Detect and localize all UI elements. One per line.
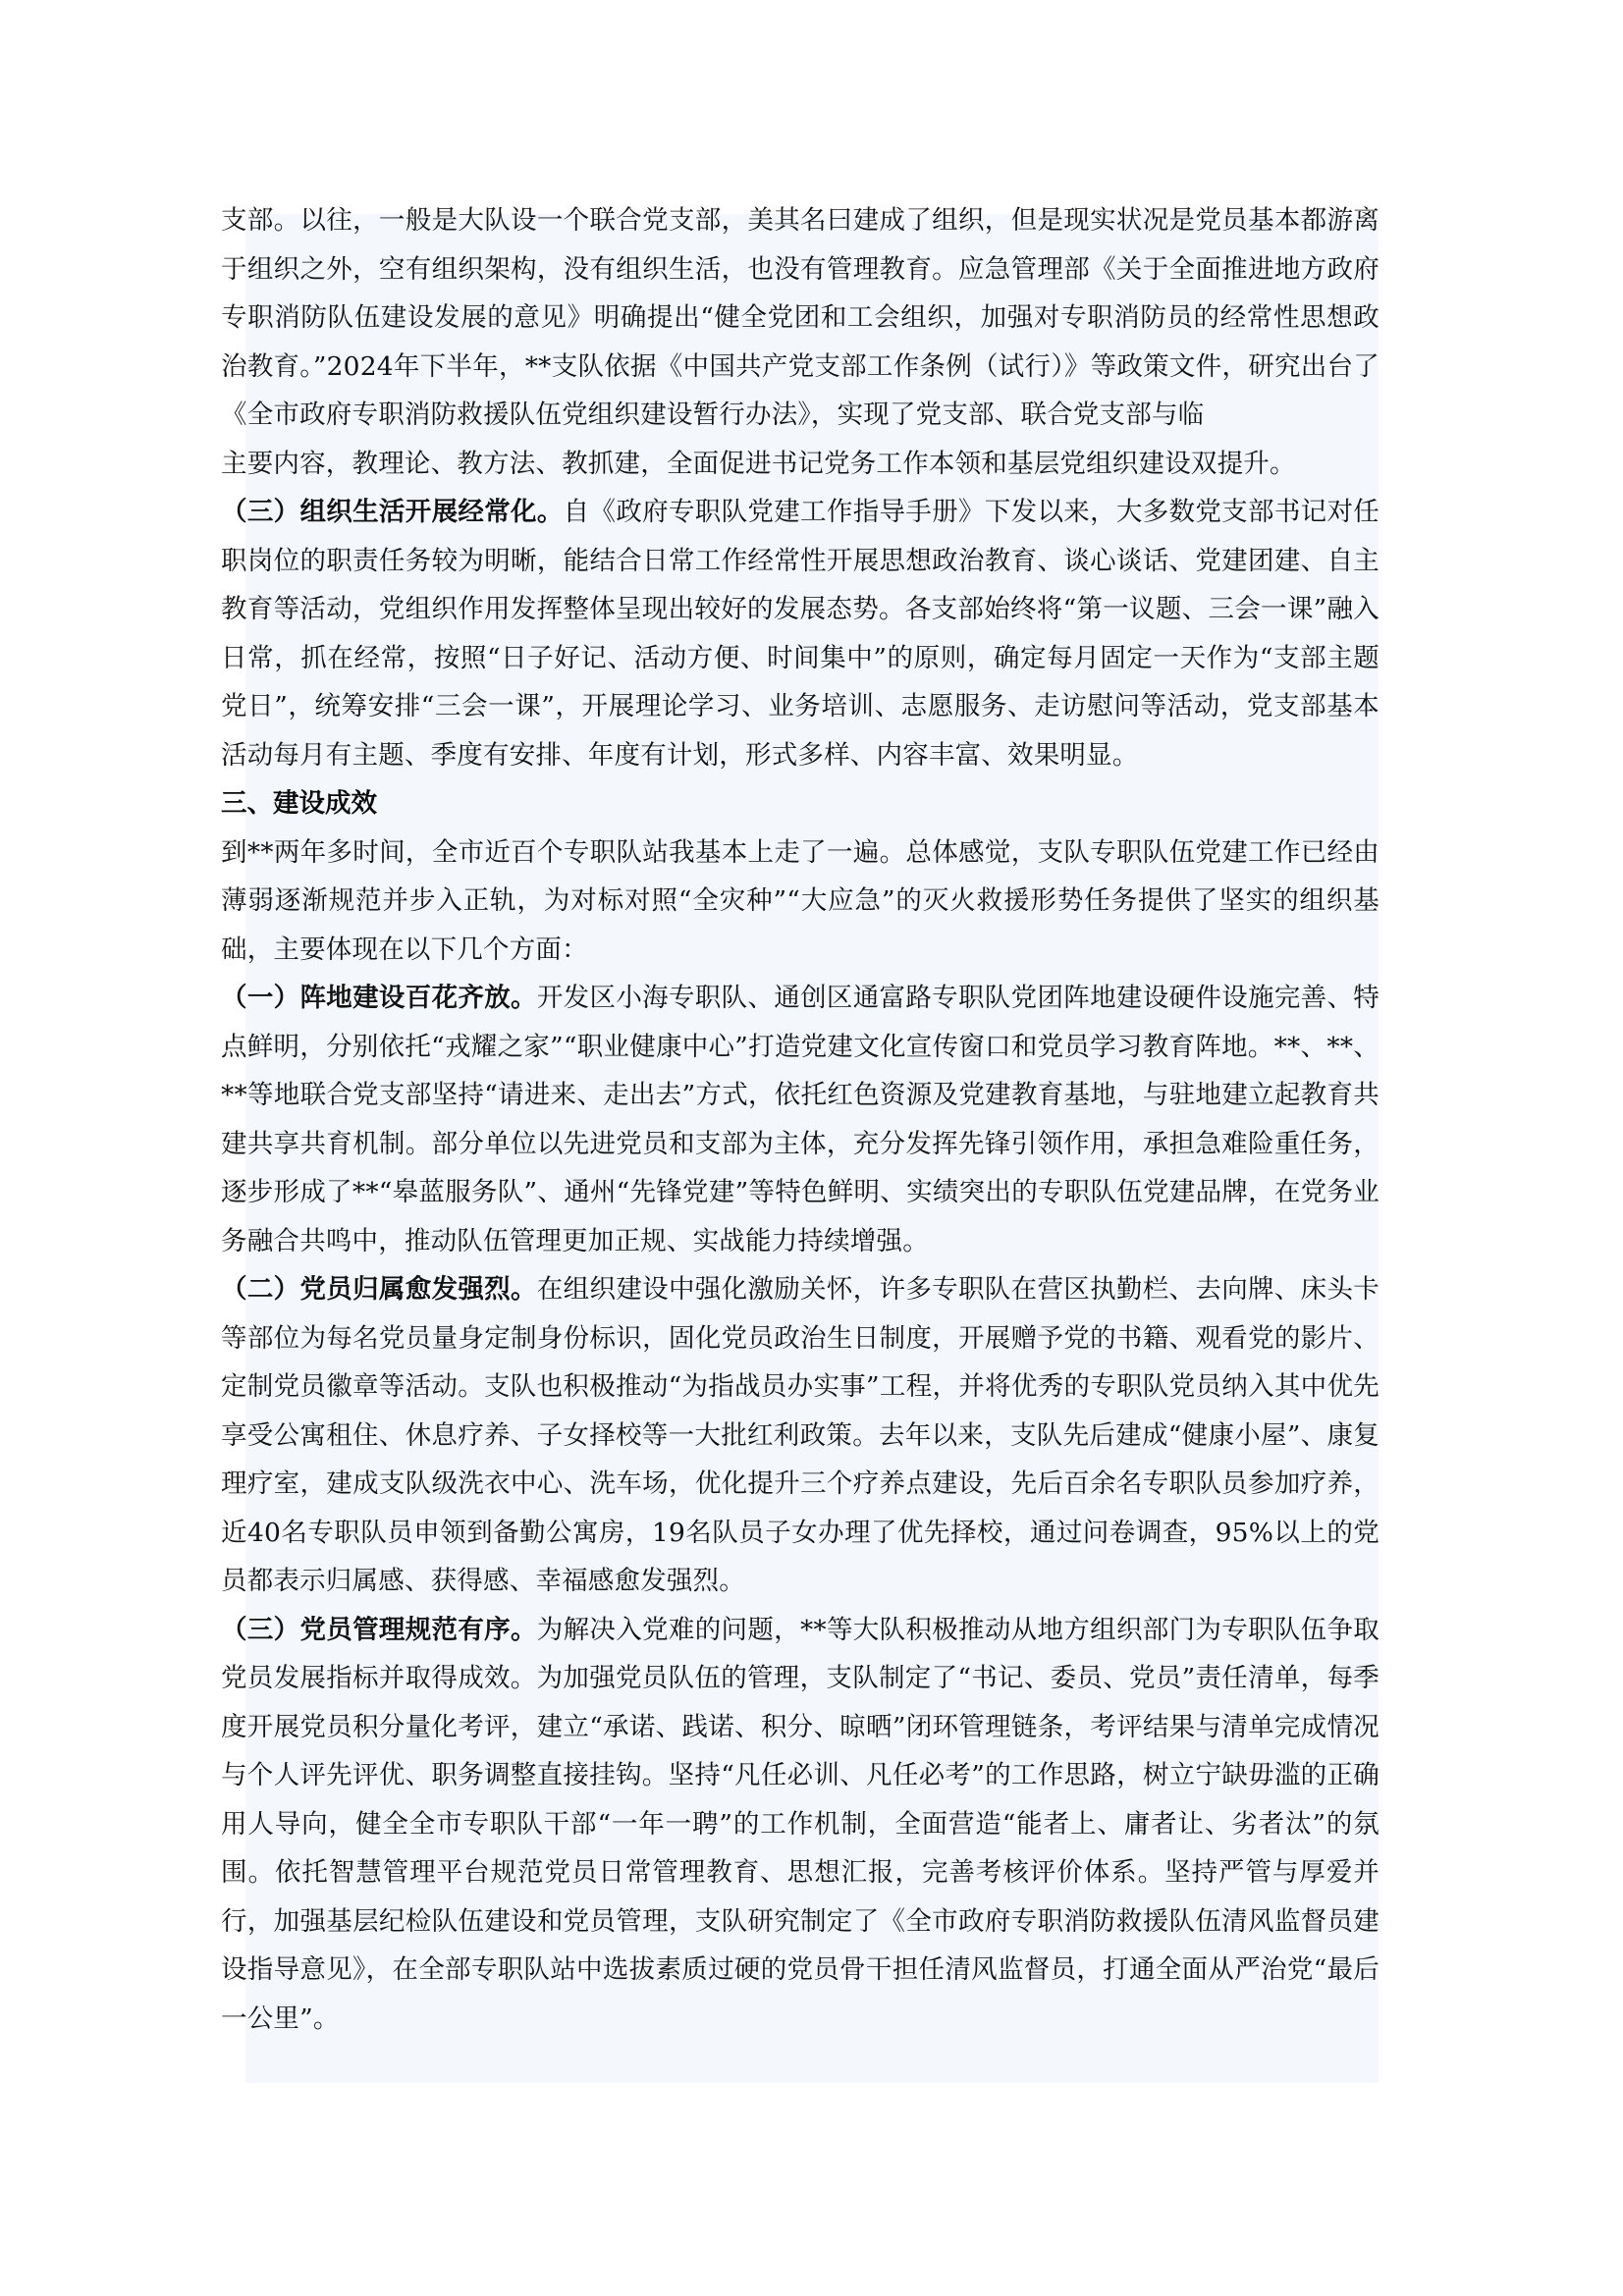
section-heading-3-text: 三、建设成效: [221, 788, 377, 819]
paragraph-5: [221, 974, 1380, 1265]
paragraph-6-bold-lead: （二）党员归属愈发强烈。: [221, 1274, 537, 1305]
section-heading-3: [221, 779, 1380, 828]
paragraph-5-text: 开发区小海专职队、通创区通富路专职队党团阵地建设硬件设施完善、特点鲜明，分别依托“戎耀之家”“职业健康中心”打造党建文化宣传窗口和党员学习教育阵地。**、**、**等地联合党支部坚持“请进来、走出去”方式，依托红色资源及党建教育基地，与驻地建立起教育共建共享共育机制。部分单位以先进党员和支部为主体，充分发挥先锋引领作用，承担急难险重任务，逐步形成了**“皋蓝服务队”、通州“先锋党建”等特色鲜明、实绩突出的专职队伍党建品牌，在党务业务融合共鸣中，推动队伍管理更加正规、实战能力持续增强。: [221, 983, 1380, 1256]
paragraph-7-text: 为解决入党难的问题，**等大队积极推动从地方组织部门为专职队伍争取党员发展指标并取得成效。为加强党员队伍的管理，支队制定了“书记、委员、党员”责任清单，每季度开展党员积分量化考评，建立“承诺、践诺、积分、晾晒”闭环管理链条，考评结果与清单完成情况与个人评先评优、职务调整直接挂钩。坚持“凡任必训、凡任必考”的工作思路，树立宁缺毋滥的正确用人导向，健全全市专职队干部“一年一聘”的工作机制，全面营造“能者上、庸者让、劣者汰”的氛围。依托智慧管理平台规范党员日常管理教育、思想汇报，完善考核评价体系。坚持严管与厚爱并行，加强基层纪检队伍建设和党员管理，支队研究制定了《全市政府专职消防救援队伍清风监督员建设指导意见》，在全部专职队站中选拔素质过硬的党员骨干担任清风监督员，打通全面从严治党“最后一公里”。: [221, 1614, 1380, 2034]
paragraph-3-bold-lead: （三）组织生活开展经常化。: [221, 497, 564, 527]
paragraph-7: [221, 1606, 1380, 2044]
document-text-body: [221, 196, 1380, 2043]
paragraph-5-bold-lead: （一）阵地建设百花齐放。: [221, 983, 537, 1013]
paragraph-3: [221, 488, 1380, 779]
paragraph-2-text: 主要内容，教理论、教方法、教抓建，全面促进书记党务工作本领和基层党组织建设双提升。: [221, 448, 1296, 479]
paragraph-6-text: 在组织建设中强化激励关怀，许多专职队在营区执勤栏、去向牌、床头卡等部位为每名党员量身定制身份标识，固化党员政治生日制度，开展赠予党的书籍、观看党的影片、定制党员徽章等活动。支队也积极推动“为指战员办实事”工程，并将优秀的专职队党员纳入其中优先享受公寓租住、休息疗养、子女择校等一大批红利政策。去年以来，支队先后建成“健康小屋”、康复理疗室，建成支队级洗衣中心、洗车场，优化提升三个疗养点建设，先后百余名专职队员参加疗养，近40名专职队员申领到备勤公寓房，19名队员子女办理了优先择校，通过问卷调查，95%以上的党员都表示归属感、获得感、幸福感愈发强烈。: [221, 1274, 1380, 1596]
paragraph-4-text: 到**两年多时间，全市近百个专职队站我基本上走了一遍。总体感觉，支队专职队伍党建工作已经由薄弱逐渐规范并步入正轨，为对标对照“全灾种”“大应急”的灭火救援形势任务提供了坚实的组织基础，主要体现在以下几个方面：: [221, 836, 1380, 965]
paragraph-4: [221, 828, 1380, 975]
paragraph-3-text: 自《政府专职队党建工作指导手册》下发以来，大多数党支部书记对任职岗位的职责任务较为明晰，能结合日常工作经常性开展思想政治教育、谈心谈话、党建团建、自主教育等活动，党组织作用发挥整体呈现出较好的发展态势。各支部始终将“第一议题、三会一课”融入日常，抓在经常，按照“日子好记、活动方便、时间集中”的原则，确定每月固定一天作为“支部主题党日”，统筹安排“三会一课”，开展理论学习、业务培训、志愿服务、走访慰问等活动，党支部基本活动每月有主题、季度有安排、年度有计划，形式多样、内容丰富、效果明显。: [221, 497, 1380, 771]
paragraph-2: [221, 440, 1380, 489]
paragraph-6: [221, 1265, 1380, 1606]
paragraph-1-text: 支部。以往，一般是大队设一个联合党支部，美其名曰建成了组织，但是现实状况是党员基本都游离于组织之外，空有组织架构，没有组织生活，也没有管理教育。应急管理部《关于全面推进地方政府专职消防队伍建设发展的意见》明确提出“健全党团和工会组织，加强对专职消防员的经常性思想政治教育。”2024年下半年，**支队依据《中国共产党支部工作条例（试行）》等政策文件，研究出台了《全市政府专职消防救援队伍党组织建设暂行办法》，实现了党支部、联合党支部与临: [221, 205, 1380, 430]
paragraph-7-bold-lead: （三）党员管理规范有序。: [221, 1614, 537, 1645]
paragraph-1: [221, 196, 1380, 440]
